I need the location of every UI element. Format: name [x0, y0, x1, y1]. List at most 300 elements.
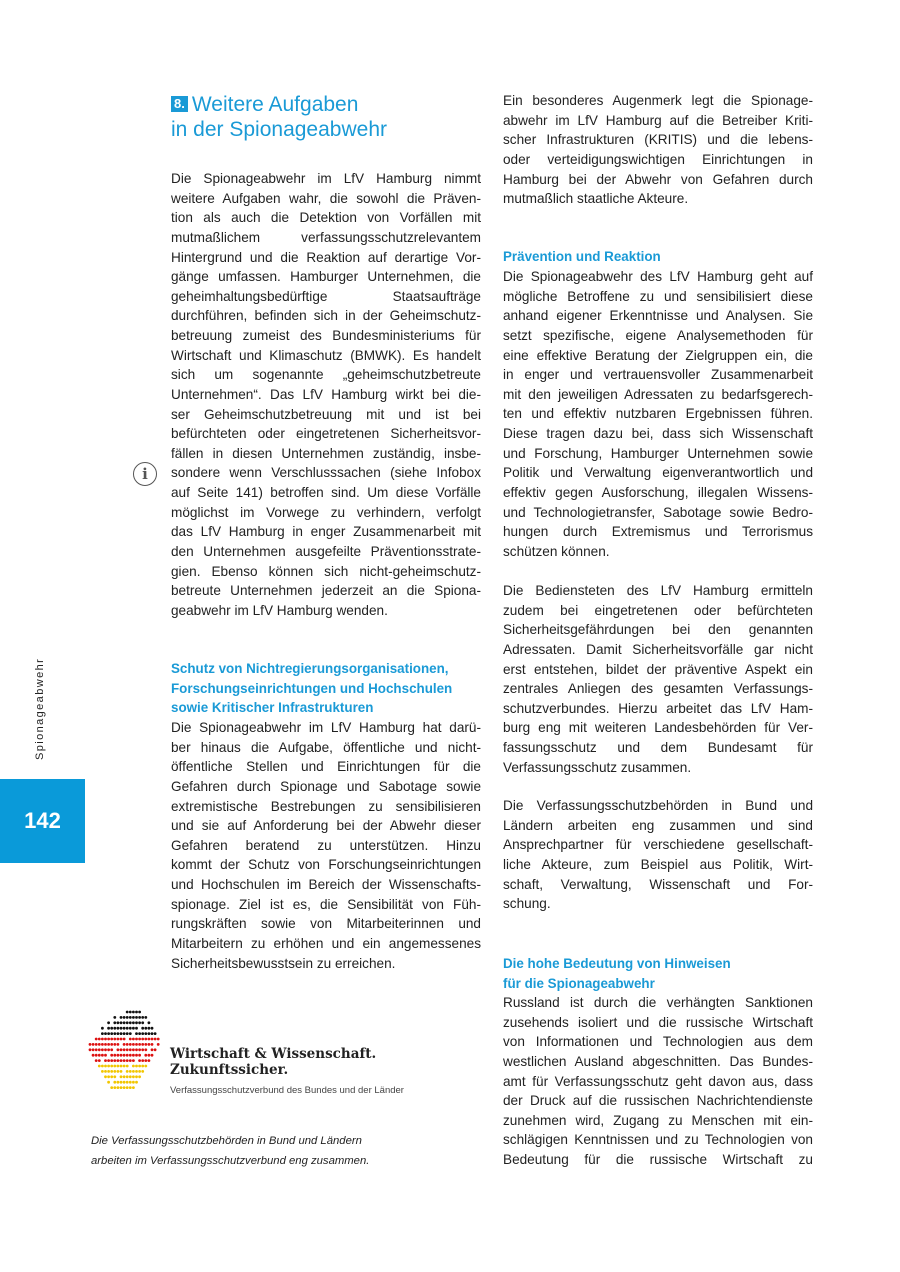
logo-dot — [129, 1027, 132, 1030]
text-line: und Hochschulen im Bereich der Wissenschafts- — [171, 877, 481, 892]
text-line: erst entstehen, bildet der präventive Aspekt ein — [503, 661, 813, 677]
logo-dot — [120, 1048, 123, 1051]
logo-dot — [126, 1027, 129, 1030]
logo-dot — [89, 1048, 92, 1051]
logo-dot — [126, 1070, 129, 1073]
logo-dot — [126, 1054, 129, 1057]
text-line: weitere Aufgaben wahr, die sowohl die Präven- — [171, 190, 481, 206]
logo-dot — [120, 1070, 123, 1073]
logo-dot — [135, 1043, 138, 1046]
text-line: mutmaßlich staatliche Akteure. — [503, 191, 689, 207]
logo-dot — [132, 1048, 135, 1051]
text-line: Ansprechpartner für verschiedene gesellschaft- — [503, 837, 813, 853]
logo-dot — [123, 1075, 126, 1078]
info-circle-icon: i — [133, 462, 157, 486]
logo-dot — [117, 1048, 120, 1051]
logo-dot — [132, 1043, 135, 1046]
text-line: Hintergrund und die Reaktion auf derartige Vor- — [171, 249, 481, 265]
heading-line: in der Spionageabwehr — [171, 118, 387, 141]
text-line: sich um sogenannte „geheimschutzbetreute — [171, 367, 481, 383]
logo-dot — [123, 1043, 126, 1046]
logo-dot — [120, 1027, 123, 1030]
text-line: betreute Unternehmen jederzeit an die Spiona- — [171, 583, 481, 599]
logo-dot — [148, 1054, 151, 1057]
text-line: eine effektive Beratung der Zielgruppen ein, die — [503, 347, 813, 363]
logo-dot — [89, 1043, 92, 1046]
logo-dot — [101, 1054, 104, 1057]
text-line: zentrales Anliegen des gesamten Verfassungs- — [503, 681, 813, 697]
logo-dot — [120, 1021, 123, 1024]
logo-dot — [141, 1065, 144, 1068]
text-line: Die Verfassungsschutzbehörden in Bund und — [503, 798, 813, 813]
logo-dot — [138, 1038, 141, 1041]
text-line: zudem bei eingetretenen oder befürchteten — [503, 602, 813, 618]
logo-dot — [117, 1059, 120, 1062]
logo-dot — [98, 1048, 101, 1051]
logo-dot — [117, 1038, 120, 1041]
logo-dot — [148, 1038, 151, 1041]
logo-dot — [104, 1032, 107, 1035]
text-line: ten und effektiv nutzbaren Ergebnissen führen. — [503, 406, 813, 422]
text-line: den Unternehmen ausgefeilte Präventionsstrate- — [171, 543, 481, 559]
section-number-badge: 8. — [171, 96, 188, 112]
text-line: extremistische Bestrebungen zu sensibilisieren — [171, 798, 481, 814]
logo-dot — [144, 1043, 147, 1046]
logo-dot — [129, 1048, 132, 1051]
text-line: Schutz von Nichtregierungsorganisationen, — [171, 661, 449, 676]
logo-dot — [138, 1048, 141, 1051]
logo-dot — [141, 1021, 144, 1024]
logo-dot — [113, 1032, 116, 1035]
logo-dot — [135, 1011, 138, 1014]
text-line: Hamburg bei der Abwehr von Gefahren durch — [503, 171, 813, 187]
paragraph — [503, 796, 813, 914]
text-line: anhand eigener Erkenntnisse und Analysen. Sie — [503, 308, 813, 324]
text-line: schaft, Verwaltung, Wissenschaft und For- — [503, 876, 813, 892]
text-line: Die Spionageabwehr im LfV Hamburg nimmt — [171, 171, 481, 186]
page-number: 142 — [0, 779, 85, 863]
logo-dot — [138, 1016, 141, 1019]
logo-dot — [120, 1075, 123, 1078]
text-line: Die Spionageabwehr im LfV Hamburg hat darü- — [171, 720, 481, 735]
text-line: mit den jeweiligen Adressaten zu bedarfsgerech- — [503, 386, 813, 402]
logo-dot — [107, 1059, 110, 1062]
logo-dot — [101, 1070, 104, 1073]
logo-dot — [129, 1021, 132, 1024]
logo-dot — [120, 1038, 123, 1041]
logo-dot — [120, 1032, 123, 1035]
text-line: von Informationen und Technologien aus dem — [503, 1034, 813, 1050]
logo-dot — [138, 1075, 141, 1078]
text-line: Gefahren beratend zu unterstützen. Hinzu — [171, 837, 481, 853]
logo-dot — [101, 1048, 104, 1051]
logo-dot — [104, 1070, 107, 1073]
logo-dot — [144, 1054, 147, 1057]
logo-dot — [129, 1016, 132, 1019]
logo-dot — [151, 1032, 154, 1035]
logo-tagline: Verfassungsschutzverbund des Bundes und der Länder — [170, 1085, 404, 1096]
logo-dot — [123, 1054, 126, 1057]
logo-dot — [148, 1059, 151, 1062]
logo-dot — [148, 1021, 151, 1024]
text-line: und sie auf Anforderung bei der Abwehr dieser — [171, 818, 481, 834]
text-line: Wirtschaft und Klimaschutz (BMWK). Es handelt — [171, 347, 481, 363]
text-line: Sicherheitsgefährdungen bei den genannten — [503, 622, 813, 638]
logo-dot — [138, 1021, 141, 1024]
logo-dot — [117, 1027, 120, 1030]
logo-dot — [95, 1059, 98, 1062]
logo-dot — [123, 1021, 126, 1024]
logo-line: Zukunftssicher. — [170, 1062, 289, 1078]
text-line: der Druck auf die russischen Nachrichtendienste — [503, 1093, 813, 1109]
logo-dot — [101, 1027, 104, 1030]
logo-dot — [129, 1070, 132, 1073]
logo-dot — [141, 1059, 144, 1062]
logo-dot — [123, 1027, 126, 1030]
logo-dot — [120, 1065, 123, 1068]
logo-dot — [126, 1021, 129, 1024]
logo — [86, 1008, 446, 1098]
image-caption — [91, 1131, 369, 1171]
logo-dot — [129, 1086, 132, 1089]
logo-dot — [110, 1086, 113, 1089]
logo-dot — [113, 1054, 116, 1057]
paragraph — [503, 267, 813, 561]
germany-dots-logo-icon — [86, 1008, 166, 1098]
logo-dot — [117, 1086, 120, 1089]
logo-dot — [117, 1021, 120, 1024]
side-section-label: Spionageabwehr — [34, 657, 46, 760]
logo-dot — [113, 1038, 116, 1041]
logo-dot — [126, 1043, 129, 1046]
logo-dot — [141, 1048, 144, 1051]
logo-dot — [95, 1043, 98, 1046]
logo-dot — [113, 1016, 116, 1019]
logo-dot — [132, 1059, 135, 1062]
logo-dot — [98, 1038, 101, 1041]
logo-dot — [144, 1016, 147, 1019]
caption-line: Die Verfassungsschutzbehörden in Bund und Ländern — [91, 1135, 362, 1147]
text-line: mutmaßlichem verfassungsschutzrelevantem — [171, 229, 481, 245]
text-line: Verfassungsschutz zusammen. — [503, 759, 692, 775]
logo-dot — [95, 1038, 98, 1041]
logo-dot — [107, 1032, 110, 1035]
logo-dot — [117, 1070, 120, 1073]
logo-dot — [148, 1032, 151, 1035]
logo-dot — [104, 1065, 107, 1068]
logo-dot — [113, 1059, 116, 1062]
logo-dot — [135, 1075, 138, 1078]
logo-dot — [110, 1070, 113, 1073]
logo-dot — [126, 1032, 129, 1035]
text-line: fassungsschutz und dem Bundesamt für — [503, 740, 813, 755]
text-line: Politik und Verwaltung eigenverantwortlich und — [503, 465, 813, 481]
logo-dot — [144, 1048, 147, 1051]
logo-dot — [120, 1081, 123, 1084]
logo-dot — [101, 1043, 104, 1046]
logo-dot — [132, 1011, 135, 1014]
logo-dot — [120, 1054, 123, 1057]
logo-dot — [135, 1081, 138, 1084]
text-line: Die hohe Bedeutung von Hinweisen — [503, 956, 731, 971]
text-line: amt für Verfassungsschutz geht davon aus, dass — [503, 1073, 813, 1089]
logo-dot — [117, 1065, 120, 1068]
logo-dot — [104, 1048, 107, 1051]
logo-dot — [110, 1059, 113, 1062]
logo-dot — [132, 1054, 135, 1057]
logo-dot — [135, 1038, 138, 1041]
subheading — [503, 247, 813, 267]
text-line: burg eng mit weiteren Landesbehörden für Ver- — [503, 720, 813, 736]
logo-dot — [151, 1043, 154, 1046]
text-line: tion als auch die Detektion von Vorfällen mit — [171, 210, 481, 226]
logo-dot — [123, 1048, 126, 1051]
logo-dot — [113, 1065, 116, 1068]
logo-dot — [113, 1081, 116, 1084]
text-line: abwehr im LfV Hamburg auf die Betreiber Kriti- — [503, 112, 813, 128]
logo-dot — [144, 1059, 147, 1062]
logo-dot — [123, 1038, 126, 1041]
logo-dot — [148, 1027, 151, 1030]
logo-dot — [95, 1054, 98, 1057]
logo-dot — [132, 1081, 135, 1084]
logo-dot — [141, 1070, 144, 1073]
logo-dot — [107, 1021, 110, 1024]
text-line: das LfV Hamburg in enger Zusammenarbeit mit — [171, 524, 481, 540]
text-line: in enger und vertrauensvoller Zusammenarbeit — [503, 367, 813, 383]
logo-dot — [110, 1075, 113, 1078]
logo-dot — [132, 1038, 135, 1041]
text-line: liche Akteure, zum Beispiel aus Politik, Wirt- — [503, 856, 813, 872]
subheading — [503, 954, 813, 993]
logo-dot — [141, 1038, 144, 1041]
logo-dot — [107, 1048, 110, 1051]
logo-dot — [154, 1048, 157, 1051]
logo-dot — [123, 1016, 126, 1019]
logo-dot — [135, 1054, 138, 1057]
text-line: Unternehmen“. Das LfV Hamburg wirkt bei die- — [171, 386, 481, 402]
logo-dot — [138, 1011, 141, 1014]
logo-dot — [123, 1059, 126, 1062]
logo-dot — [138, 1065, 141, 1068]
text-line: gänge umfassen. Hamburger Unternehmen, die — [171, 269, 481, 285]
logo-dot — [138, 1054, 141, 1057]
logo-dot — [92, 1054, 95, 1057]
caption-line: arbeiten im Verfassungsschutzverbund eng zusammen. — [91, 1155, 370, 1167]
text-line: spionage. Ziel ist es, die Sensibilität von Füh- — [171, 896, 481, 912]
logo-dot — [110, 1032, 113, 1035]
paragraph — [503, 581, 813, 777]
logo-dot — [141, 1032, 144, 1035]
logo-dot — [110, 1048, 113, 1051]
text-line: ser Geheimschutzbetreuung mit und ist bei — [171, 406, 481, 422]
logo-dot — [126, 1075, 129, 1078]
text-line: Ländern arbeiten eng zusammen und sind — [503, 817, 813, 833]
text-line: schung. — [503, 896, 551, 912]
text-line: Diese tragen dazu bei, dass sich Wissenschaft — [503, 426, 813, 441]
text-line: effektiv gegen Ausforschung, illegalen Wissens- — [503, 484, 813, 500]
logo-dot — [123, 1081, 126, 1084]
logo-dot — [123, 1065, 126, 1068]
logo-dot — [104, 1059, 107, 1062]
text-line: geabwehr im LfV Hamburg wenden. — [171, 602, 388, 618]
logo-dot — [104, 1043, 107, 1046]
text-line: rungskräften sowie von Mitarbeiterinnen und — [171, 916, 481, 932]
logo-dot — [135, 1065, 138, 1068]
logo-dot — [101, 1032, 104, 1035]
logo-dot — [117, 1032, 120, 1035]
logo-dot — [101, 1038, 104, 1041]
logo-dot — [141, 1027, 144, 1030]
logo-dot — [157, 1043, 160, 1046]
logo-dot — [151, 1054, 154, 1057]
text-line: Gefahren durch Spionage und Sabotage sowie — [171, 778, 481, 794]
logo-dot — [110, 1027, 113, 1030]
logo-dot — [135, 1070, 138, 1073]
logo-dot — [138, 1032, 141, 1035]
logo-dot — [132, 1021, 135, 1024]
logo-dot — [135, 1027, 138, 1030]
logo-dot — [157, 1038, 160, 1041]
text-line: möglichst im Vorwege zu verhindern, verfolgt — [171, 504, 481, 520]
logo-dot — [113, 1086, 116, 1089]
logo-dot — [129, 1054, 132, 1057]
logo-dot — [126, 1086, 129, 1089]
text-line: sondere wenn Verschlusssachen (siehe Infobox — [171, 465, 481, 481]
text-line: oder verteidigungswichtigen Einrichtungen in — [503, 151, 813, 167]
logo-dot — [110, 1038, 113, 1041]
logo-dot — [129, 1059, 132, 1062]
logo-dot — [101, 1065, 104, 1068]
logo-dot — [135, 1021, 138, 1024]
text-line: setzt spezifische, eigene Analysemethoden für — [503, 327, 813, 343]
logo-dot — [107, 1075, 110, 1078]
logo-dot — [129, 1075, 132, 1078]
text-line: kommt der Schutz von Forschungseinrichtungen — [171, 857, 481, 873]
text-line: Die Bediensteten des LfV Hamburg ermitteln — [503, 583, 813, 598]
logo-line: Wirtschaft & Wissenschaft. — [170, 1046, 377, 1062]
logo-dot — [126, 1016, 129, 1019]
logo-dot — [95, 1048, 98, 1051]
text-line: betreuung zumeist des Bundesministeriums für — [171, 328, 481, 343]
logo-dot — [107, 1038, 110, 1041]
text-line: geheimhaltungsbedürftige Staatsaufträge — [171, 288, 481, 304]
logo-dot — [104, 1038, 107, 1041]
logo-dot — [107, 1081, 110, 1084]
logo-dot — [132, 1016, 135, 1019]
logo-dot — [135, 1032, 138, 1035]
logo-dot — [107, 1027, 110, 1030]
text-line: fällen in diesen Unternehmen zuständig, insbe- — [171, 445, 481, 461]
logo-dot — [126, 1081, 129, 1084]
text-line: westlichen Ausland abgeschnitten. Das Bundes- — [503, 1053, 813, 1069]
logo-dot — [92, 1043, 95, 1046]
text-line: Ein besonderes Augenmerk legt die Spionage- — [503, 93, 813, 108]
logo-dot — [151, 1048, 154, 1051]
logo-dot — [123, 1086, 126, 1089]
subheading — [171, 659, 481, 718]
logo-dot — [129, 1032, 132, 1035]
logo-dot — [113, 1075, 116, 1078]
text-line: zusehends isoliert und die russische Wirtschaft — [503, 1014, 813, 1030]
logo-dot — [123, 1032, 126, 1035]
text-line: durchführen, befinden sich in der Geheimschutz- — [171, 308, 481, 324]
logo-dot — [110, 1043, 113, 1046]
logo-dot — [120, 1086, 123, 1089]
logo-dot — [138, 1043, 141, 1046]
section-heading — [171, 92, 387, 142]
text-line: sowie Kritischer Infrastrukturen — [171, 700, 374, 716]
logo-dot — [117, 1054, 120, 1057]
logo-dot — [151, 1027, 154, 1030]
logo-dot — [92, 1048, 95, 1051]
text-line: Adressaten. Damit Sicherheitsvorfälle gar nicht — [503, 641, 813, 657]
logo-dot — [132, 1065, 135, 1068]
logo-dot — [113, 1027, 116, 1030]
logo-dot — [151, 1038, 154, 1041]
text-line: Die Spionageabwehr des LfV Hamburg geht auf — [503, 269, 813, 284]
logo-dot — [98, 1054, 101, 1057]
logo-dot — [144, 1027, 147, 1030]
logo-dot — [129, 1081, 132, 1084]
text-line: gien. Ebenso können sich nicht-geheimschutz- — [171, 563, 481, 579]
text-line: Bedeutung für die russische Wirtschaft zu — [503, 1152, 813, 1167]
text-line: für die Spionageabwehr — [503, 975, 655, 991]
heading-line: Weitere Aufgaben — [191, 93, 359, 116]
text-line: und Technologietransfer, Sabotage sowie Bedro- — [503, 504, 813, 520]
logo-dot — [144, 1065, 147, 1068]
logo-dot — [141, 1043, 144, 1046]
text-line: zunehmen wird, Zugang zu Menschen mit ein- — [503, 1112, 813, 1128]
text-line: mögliche Betroffene zu und sensibilisiert diese — [503, 288, 813, 304]
logo-dot — [98, 1043, 101, 1046]
text-line: schutzverbundes. Hierzu arbeitet das LfV Ham- — [503, 700, 813, 716]
logo-dot — [154, 1038, 157, 1041]
paragraph — [171, 718, 481, 973]
logo-dot — [129, 1043, 132, 1046]
logo-dot — [135, 1016, 138, 1019]
logo-dot — [138, 1070, 141, 1073]
logo-dot — [120, 1059, 123, 1062]
logo-dot — [135, 1048, 138, 1051]
text-line: hungen durch Extremismus und Terrorismus — [503, 524, 813, 540]
logo-dot — [117, 1043, 120, 1046]
text-line: befürchteten oder eingetretenen Sicherheitsvor- — [171, 426, 481, 442]
logo-dot — [113, 1021, 116, 1024]
logo-dot — [129, 1038, 132, 1041]
logo-title — [170, 1046, 376, 1078]
logo-dot — [138, 1059, 141, 1062]
logo-dot — [144, 1038, 147, 1041]
text-line: und Forschung, Hamburger Unternehmen sowie — [503, 445, 813, 461]
logo-dot — [104, 1054, 107, 1057]
logo-dot — [144, 1032, 147, 1035]
logo-dot — [132, 1086, 135, 1089]
logo-dot — [110, 1065, 113, 1068]
text-line: Prävention und Reaktion — [503, 249, 661, 264]
text-line: scher Infrastrukturen (KRITIS) und die lebens- — [503, 132, 813, 148]
text-line: auf Seite 141) betroffen sind. Um diese Vorfälle — [171, 485, 481, 500]
logo-dot — [126, 1059, 129, 1062]
logo-dot — [141, 1016, 144, 1019]
text-line: Mitarbeitern zu erhöhen und ein angemessenes — [171, 935, 481, 951]
text-line: schützen können. — [503, 543, 610, 559]
logo-dot — [113, 1043, 116, 1046]
text-line: Forschungseinrichtungen und Hochschulen — [171, 680, 453, 696]
logo-dot — [107, 1065, 110, 1068]
text-line: ber hinaus die Aufgabe, öffentliche und nicht- — [171, 739, 481, 755]
text-line: öffentliche Stellen und Einrichtungen für die — [171, 759, 481, 775]
